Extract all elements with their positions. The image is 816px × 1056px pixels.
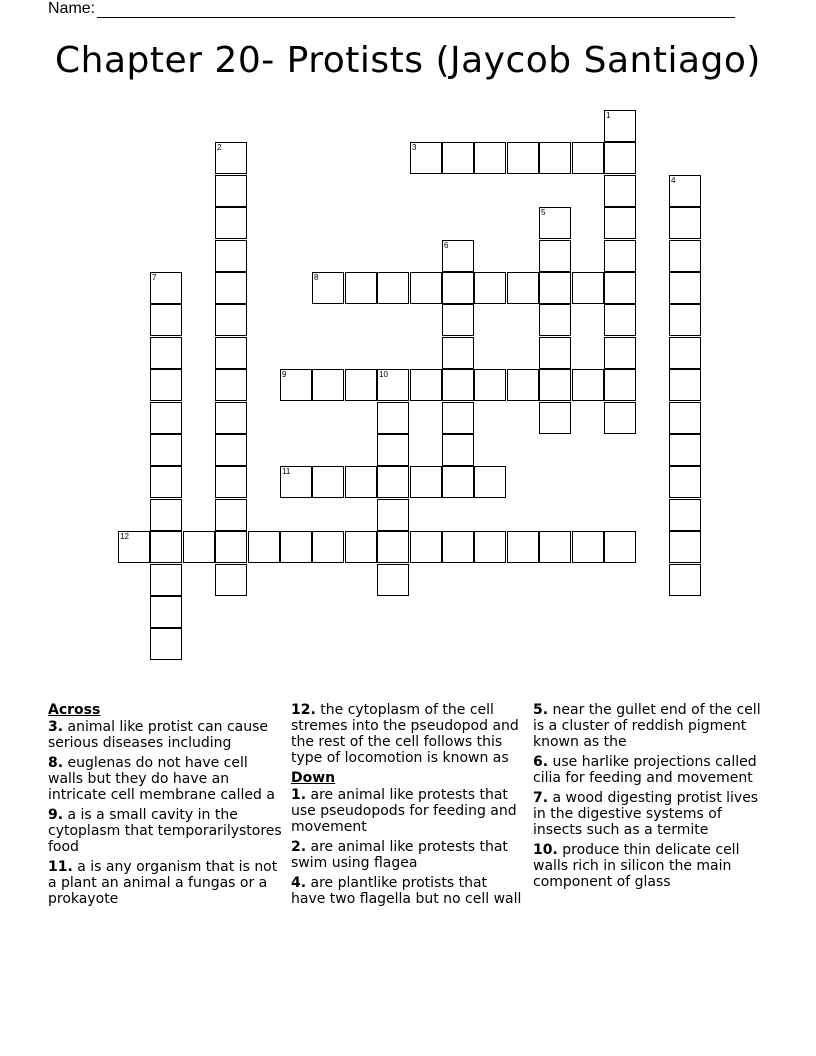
grid-cell[interactable] — [507, 369, 539, 401]
grid-cell[interactable] — [539, 337, 571, 369]
grid-cell[interactable] — [507, 272, 539, 304]
grid-cell[interactable] — [215, 175, 247, 207]
grid-cell[interactable] — [669, 240, 701, 272]
grid-cell[interactable] — [442, 531, 474, 563]
page-title: Chapter 20- Protists (Jaycob Santiago) — [55, 40, 761, 81]
clue-item — [533, 702, 769, 750]
grid-cell[interactable] — [669, 466, 701, 498]
grid-cell[interactable] — [539, 142, 571, 174]
grid-cell[interactable] — [507, 142, 539, 174]
grid-cell[interactable] — [150, 402, 182, 434]
clue-item — [291, 875, 525, 907]
grid-cell[interactable] — [474, 272, 506, 304]
grid-cell[interactable] — [604, 240, 636, 272]
grid-cell[interactable] — [442, 142, 474, 174]
cell-number: 5 — [541, 208, 546, 217]
grid-cell[interactable] — [215, 531, 247, 563]
grid-cell[interactable] — [669, 272, 701, 304]
grid-cell[interactable] — [572, 369, 604, 401]
clue-number: 7. — [533, 790, 549, 806]
grid-cell[interactable] — [377, 402, 409, 434]
down-heading: Down — [291, 770, 336, 786]
grid-cell[interactable] — [539, 304, 571, 336]
clue-number: 8. — [48, 755, 64, 771]
grid-cell[interactable] — [604, 337, 636, 369]
cell-number: 4 — [671, 176, 676, 185]
grid-cell[interactable] — [345, 272, 377, 304]
grid-cell[interactable] — [669, 175, 701, 207]
grid-cell[interactable] — [669, 402, 701, 434]
clue-text: use harlike projections called cilia for feeding and movement — [533, 754, 757, 786]
grid-cell[interactable] — [377, 272, 409, 304]
grid-cell[interactable] — [442, 240, 474, 272]
grid-cell[interactable] — [604, 110, 636, 142]
grid-cell[interactable] — [312, 369, 344, 401]
grid-cell[interactable] — [474, 369, 506, 401]
grid-cell[interactable] — [215, 369, 247, 401]
clue-text: a is a small cavity in the cytoplasm that temporarilystores food — [48, 807, 282, 855]
grid-cell[interactable] — [572, 531, 604, 563]
grid-cell[interactable] — [539, 207, 571, 239]
grid-cell[interactable] — [539, 369, 571, 401]
clue-number: 5. — [533, 702, 549, 718]
grid-cell[interactable] — [215, 499, 247, 531]
across-heading: Across — [48, 702, 101, 718]
grid-cell[interactable] — [669, 531, 701, 563]
grid-cell[interactable] — [118, 531, 150, 563]
clue-text: a wood digesting protist lives in the digestive systems of insects such as a termite — [533, 790, 759, 838]
clue-text: are animal like protests that swim using flagea — [291, 839, 508, 871]
cell-number: 8 — [314, 273, 319, 282]
clue-item — [291, 702, 525, 766]
grid-cell[interactable] — [442, 369, 474, 401]
grid-cell[interactable] — [442, 434, 474, 466]
clue-item — [291, 787, 525, 835]
name-label: Name: — [48, 0, 96, 17]
grid-cell[interactable] — [377, 564, 409, 596]
clue-number: 3. — [48, 719, 64, 735]
grid-cell[interactable] — [377, 531, 409, 563]
grid-cell[interactable] — [280, 466, 312, 498]
clue-text: near the gullet end of the cell is a cluster of reddish pigment known as the — [533, 702, 761, 750]
grid-cell[interactable] — [248, 531, 280, 563]
grid-cell[interactable] — [150, 337, 182, 369]
grid-cell[interactable] — [312, 466, 344, 498]
clue-item — [533, 842, 769, 890]
cell-number: 2 — [217, 143, 222, 152]
cell-number: 9 — [282, 370, 287, 379]
clue-item — [48, 755, 283, 803]
grid-cell[interactable] — [215, 434, 247, 466]
grid-cell[interactable] — [215, 304, 247, 336]
grid-cell[interactable] — [410, 142, 442, 174]
clue-item — [48, 719, 283, 751]
grid-cell[interactable] — [215, 240, 247, 272]
clue-number: 10. — [533, 842, 558, 858]
grid-cell[interactable] — [215, 272, 247, 304]
grid-cell[interactable] — [410, 531, 442, 563]
clue-number: 4. — [291, 875, 307, 891]
grid-cell[interactable] — [215, 564, 247, 596]
clue-number: 1. — [291, 787, 307, 803]
clue-number: 6. — [533, 754, 549, 770]
grid-cell[interactable] — [669, 434, 701, 466]
grid-cell[interactable] — [377, 466, 409, 498]
grid-cell[interactable] — [280, 531, 312, 563]
grid-cell[interactable] — [669, 304, 701, 336]
grid-cell[interactable] — [474, 531, 506, 563]
grid-cell[interactable] — [539, 272, 571, 304]
grid-cell[interactable] — [604, 369, 636, 401]
clue-text: euglenas do not have cell walls but they do have an intricate cell membrane called a — [48, 755, 275, 803]
grid-cell[interactable] — [604, 531, 636, 563]
grid-cell[interactable] — [215, 466, 247, 498]
cell-number: 6 — [444, 241, 449, 250]
clue-text: are plantlike protists that have two flagella but no cell wall — [291, 875, 522, 907]
grid-cell[interactable] — [474, 466, 506, 498]
clues-column-2 — [291, 702, 525, 911]
grid-cell[interactable] — [150, 531, 182, 563]
grid-cell[interactable] — [377, 369, 409, 401]
grid-cell[interactable] — [442, 466, 474, 498]
grid-cell[interactable] — [539, 240, 571, 272]
grid-cell[interactable] — [280, 369, 312, 401]
cell-number: 10 — [379, 370, 388, 379]
grid-cell[interactable] — [345, 531, 377, 563]
grid-cell[interactable] — [150, 304, 182, 336]
grid-cell[interactable] — [604, 207, 636, 239]
grid-cell[interactable] — [215, 337, 247, 369]
grid-cell[interactable] — [604, 142, 636, 174]
grid-cell[interactable] — [442, 402, 474, 434]
grid-cell[interactable] — [150, 272, 182, 304]
grid-cell[interactable] — [377, 434, 409, 466]
clue-text: the cytoplasm of the cell stremes into the pseudopod and the rest of the cell follows this type of locomotion is known as — [291, 702, 519, 766]
grid-cell[interactable] — [150, 466, 182, 498]
grid-cell[interactable] — [410, 466, 442, 498]
grid-cell[interactable] — [312, 531, 344, 563]
grid-cell[interactable] — [474, 142, 506, 174]
grid-cell[interactable] — [215, 207, 247, 239]
clue-item — [48, 807, 283, 855]
clue-item — [291, 839, 525, 871]
grid-cell[interactable] — [150, 628, 182, 660]
cell-number: 1 — [606, 111, 611, 120]
clue-text: a is any organism that is not a plant an animal a fungas or a prokayote — [48, 859, 278, 907]
clues-column-1 — [48, 702, 283, 911]
grid-cell[interactable] — [669, 499, 701, 531]
grid-cell[interactable] — [410, 369, 442, 401]
grid-cell[interactable] — [150, 596, 182, 628]
grid-cell[interactable] — [572, 142, 604, 174]
grid-cell[interactable] — [150, 499, 182, 531]
clue-item — [533, 790, 769, 838]
clue-text: are animal like protests that use pseudopods for feeding and movement — [291, 787, 517, 835]
grid-cell[interactable] — [669, 369, 701, 401]
grid-cell[interactable] — [604, 402, 636, 434]
cell-number: 11 — [282, 467, 291, 476]
grid-cell[interactable] — [539, 402, 571, 434]
grid-cell[interactable] — [183, 531, 215, 563]
clue-number: 11. — [48, 859, 73, 875]
grid-cell[interactable] — [669, 207, 701, 239]
clue-number: 9. — [48, 807, 64, 823]
grid-cell[interactable] — [150, 434, 182, 466]
grid-cell[interactable] — [215, 402, 247, 434]
grid-cell[interactable] — [539, 531, 571, 563]
grid-cell[interactable] — [312, 272, 344, 304]
grid-cell[interactable] — [215, 142, 247, 174]
cell-number: 3 — [412, 143, 417, 152]
grid-cell[interactable] — [150, 564, 182, 596]
grid-cell[interactable] — [377, 499, 409, 531]
grid-cell[interactable] — [507, 531, 539, 563]
grid-cell[interactable] — [604, 272, 636, 304]
grid-cell[interactable] — [604, 304, 636, 336]
clue-number: 2. — [291, 839, 307, 855]
clue-number: 12. — [291, 702, 316, 718]
grid-cell[interactable] — [604, 175, 636, 207]
clue-item — [48, 859, 283, 907]
clue-text: animal like protist can cause serious diseases including — [48, 719, 269, 751]
cell-number: 12 — [120, 532, 129, 541]
clue-item — [533, 754, 769, 786]
grid-cell[interactable] — [442, 337, 474, 369]
cell-number: 7 — [152, 273, 157, 282]
grid-cell[interactable] — [442, 272, 474, 304]
grid-cell[interactable] — [669, 337, 701, 369]
grid-cell[interactable] — [410, 272, 442, 304]
clues-column-3 — [533, 702, 769, 894]
clue-text: produce thin delicate cell walls rich in silicon the main component of glass — [533, 842, 740, 890]
grid-cell[interactable] — [442, 304, 474, 336]
grid-cell[interactable] — [150, 369, 182, 401]
grid-cell[interactable] — [572, 272, 604, 304]
grid-cell[interactable] — [669, 564, 701, 596]
grid-cell[interactable] — [345, 369, 377, 401]
grid-cell[interactable] — [345, 466, 377, 498]
